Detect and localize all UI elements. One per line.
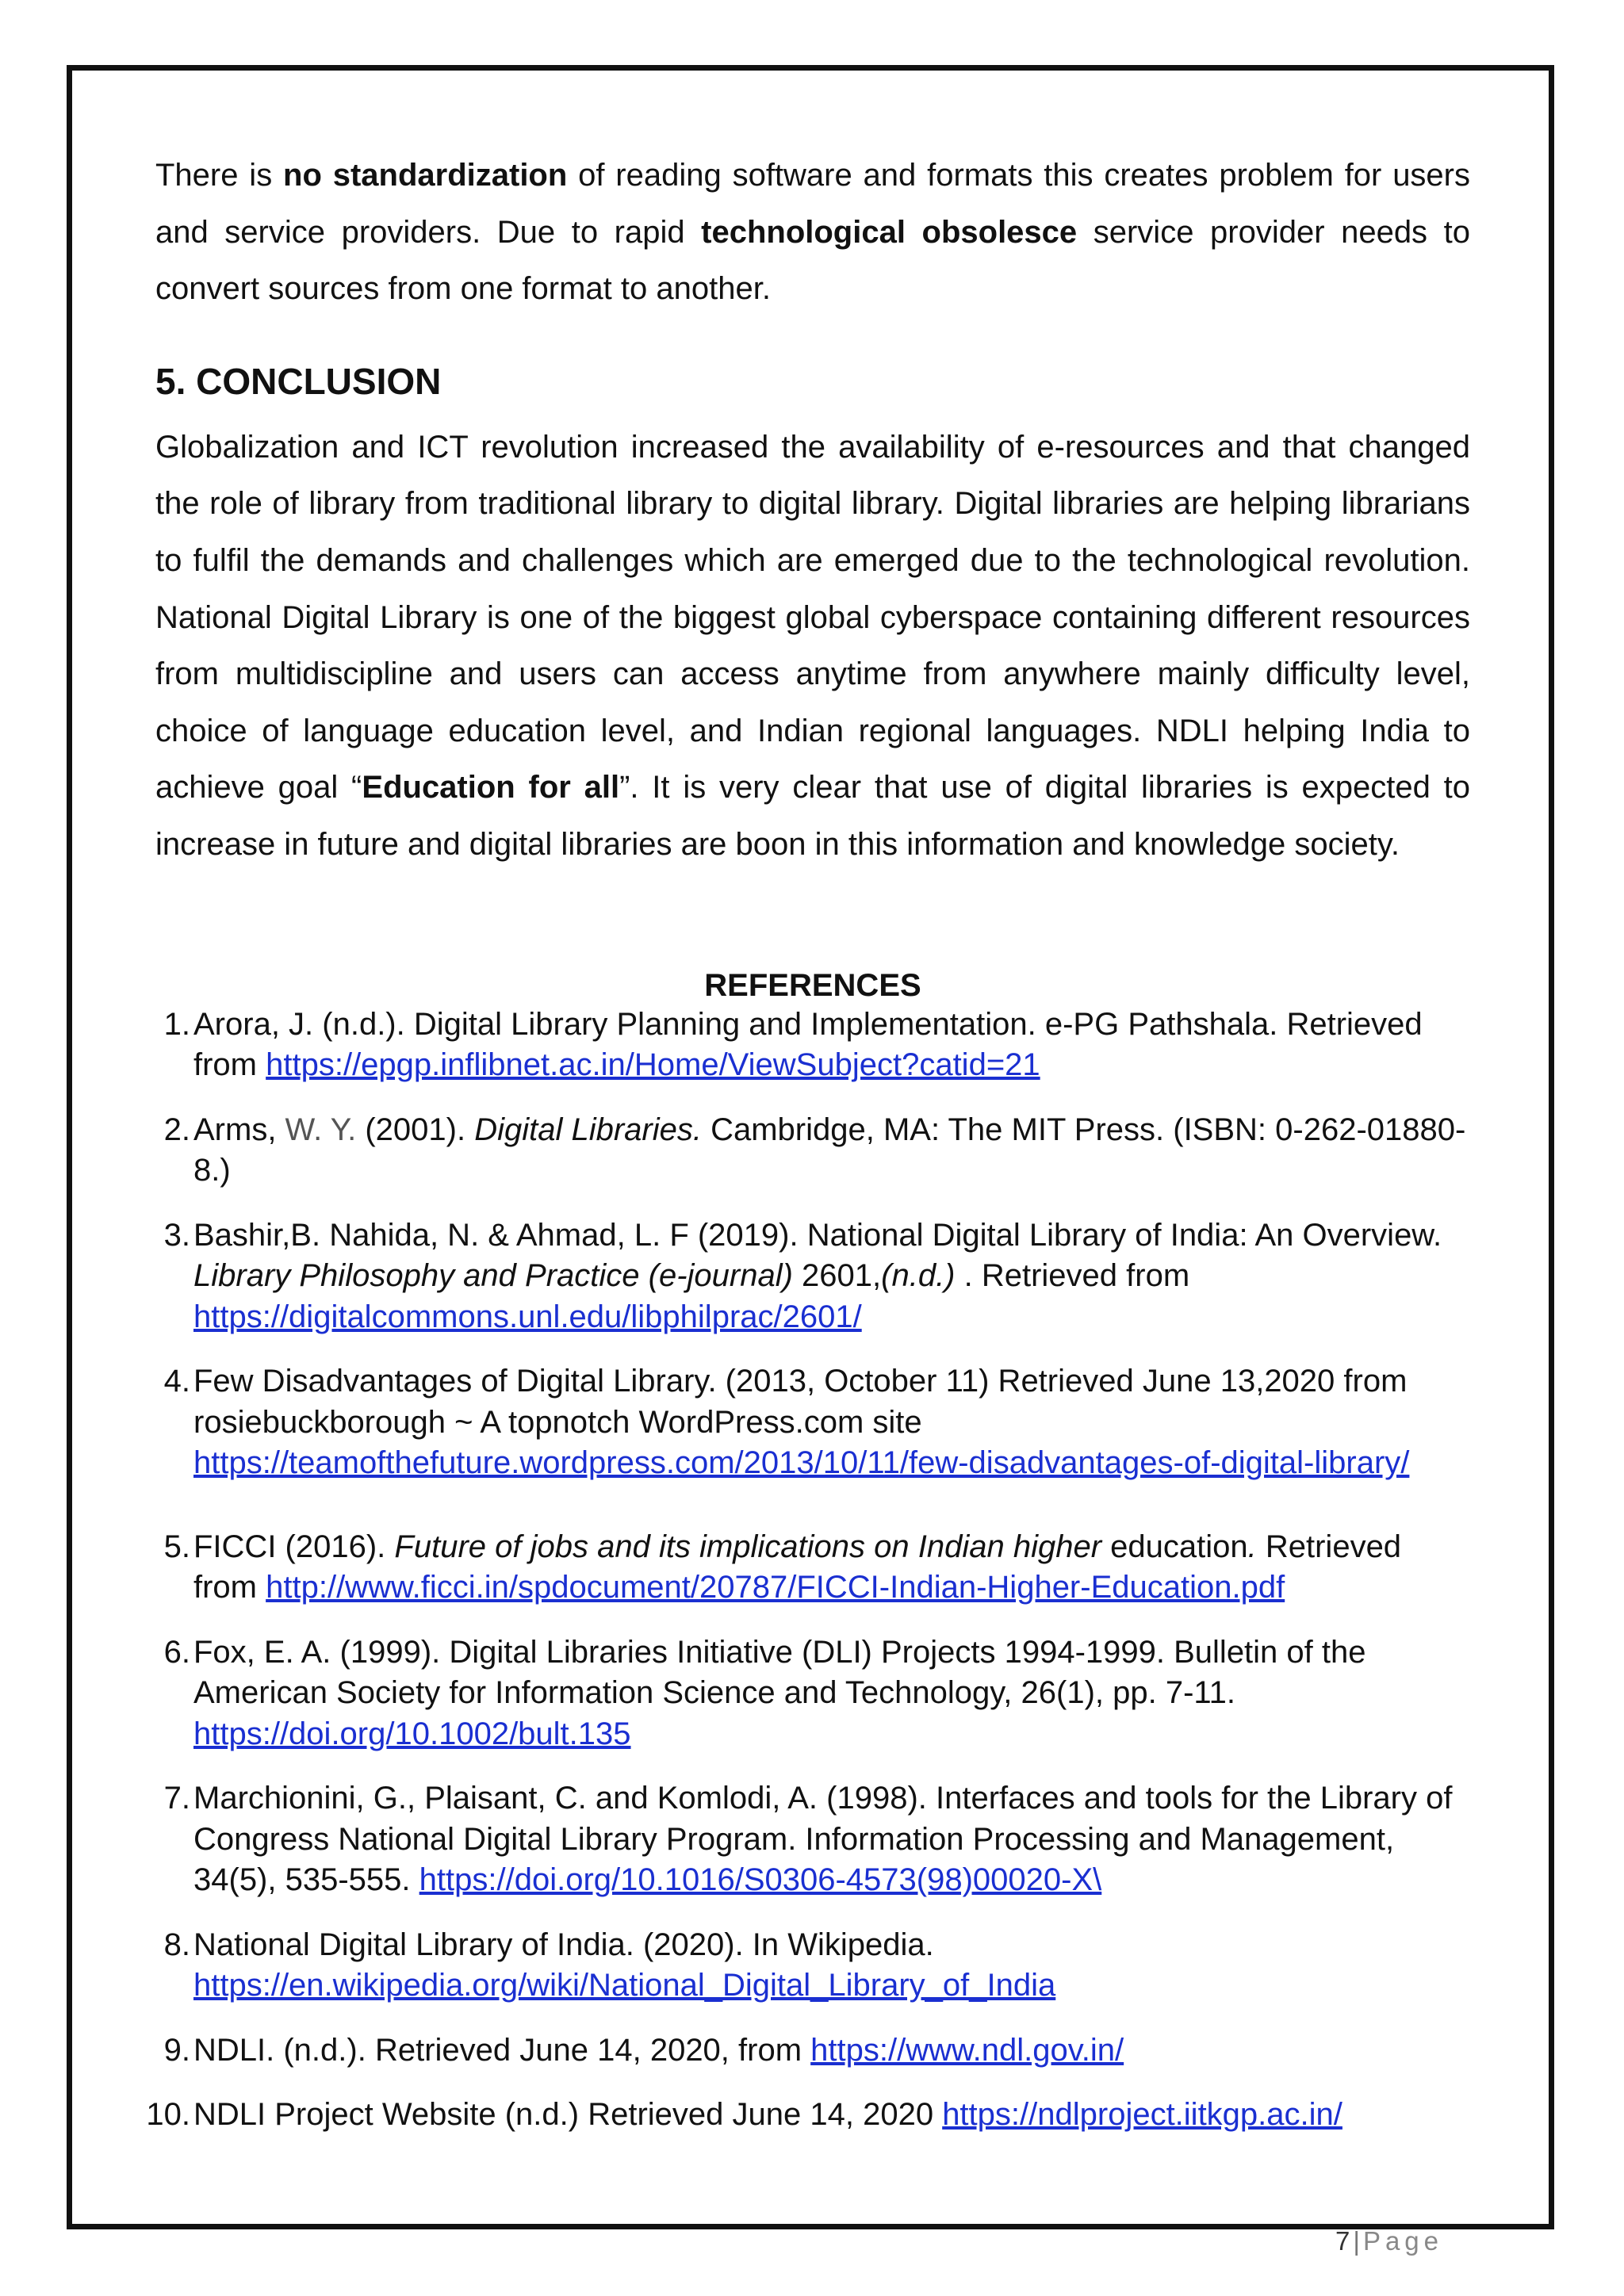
reference-item [146,2095,1470,2136]
reference-text: NDLI. (n.d.). Retrieved June 14, 2020, from [193,2032,811,2068]
intro-bold-2: technological obsolesce [701,214,1078,250]
reference-number: 2. [163,1112,190,1147]
reference-text: NDLI Project Website (n.d.) Retrieved June 14, 2020 [193,2097,943,2133]
reference-number: 9. [163,2032,190,2068]
reference-text: Marchionini, G., Plaisant, C. and Komlodi, A. (1998). Interfaces and tools for the Library of Congress National Digital Library Program. Information Processing and Management, 34(5), 535-555. [193,1781,1453,1898]
reference-number: 10. [146,2097,190,2133]
reference-text: Few Disadvantages of Digital Library. (2013, October 11) Retrieved June 13,2020 from rosiebuckborough ~ A topnotch WordPress.com site [193,1364,1408,1440]
intro-paragraph [155,147,1470,318]
reference-text: FICCI (2016). [193,1529,395,1564]
reference-text: National Digital Library of India. (2020). In Wikipedia. [193,1927,934,1962]
reference-period-italic: . [1247,1529,1257,1564]
reference-author-initials: W. Y. [285,1112,357,1147]
reference-text: Arms, [193,1112,285,1147]
intro-text: of reading software and formats this creates problem for users and service providers. Due to rapid [155,158,1471,250]
reference-text: 2601, [792,1258,882,1294]
reference-link[interactable]: https://ndlproject.iitkgp.ac.in/ [942,2097,1342,2133]
intro-bold-1: no standardization [283,158,568,193]
reference-item [155,2030,1470,2072]
intro-text: There is [155,158,284,193]
reference-link[interactable]: https://www.ndl.gov.in/ [810,2032,1124,2068]
reference-number: 4. [163,1364,190,1399]
reference-link[interactable]: https://teamofthefuture.wordpress.com/2013/10/11/few-disadvantages-of-digital-library/ [193,1445,1410,1481]
reference-title-italic: Digital Libraries. [474,1112,702,1147]
reference-item [155,1004,1470,1086]
conclusion-paragraph [155,419,1470,874]
reference-link[interactable]: http://www.ficci.in/spdocument/20787/FICCI-Indian-Higher-Education.pdf [266,1570,1285,1605]
reference-journal-italic: Library Philosophy and Practice (e-journal) [193,1258,793,1294]
reference-item [155,1110,1470,1192]
reference-item [155,1361,1470,1484]
page-footer [1335,2226,1443,2256]
footer-separator: | [1353,2226,1360,2256]
reference-title-italic: Future of jobs and its implications on Indian higher [394,1529,1102,1564]
reference-number: 3. [163,1217,190,1253]
conclusion-text: ”. It is very clear that use of digital libraries is expected to increase in future and digital libraries are boon in this information and knowledge society. [155,770,1471,862]
reference-link[interactable]: https://en.wikipedia.org/wiki/National_Digital_Library_of_India [193,1968,1056,2003]
reference-link[interactable]: https://doi.org/10.1002/bult.135 [193,1716,631,1751]
reference-list [146,1004,1470,2136]
page-number: 7 [1335,2226,1350,2256]
page-content [146,147,1471,2160]
reference-item [155,1778,1470,1901]
reference-text: Fox, E. A. (1999). Digital Libraries Initiative (DLI) Projects 1994-1999. Bulletin of the American Society for Information Science and Technology, 26(1), pp. 7-11. [193,1634,1366,1711]
reference-link[interactable]: https://epgp.inflibnet.ac.in/Home/ViewSubject?catid=21 [266,1047,1040,1083]
reference-link[interactable]: https://digitalcommons.unl.edu/libphilprac/2601/ [193,1299,862,1334]
conclusion-bold: Education for all [362,770,620,806]
reference-number: 8. [163,1927,190,1962]
reference-item [155,1215,1470,1338]
reference-text: (2001). [356,1112,475,1147]
page-label: Page [1362,2226,1444,2256]
reference-link[interactable]: https://doi.org/10.1016/S0306-4573(98)00020-X\ [419,1862,1102,1898]
reference-number: 6. [163,1634,190,1670]
reference-text: Retrieved from [193,1529,1402,1605]
conclusion-text: Globalization and ICT revolution increased the availability of e-resources and that changed the role of library from traditional library to digital library. Digital libraries are helping librarians to fulfil the demands and challenges which are emerged due to the technological revolution. National Digital Library is one of the biggest global cyberspace containing different resources from multidiscipline and users can access anytime from anywhere mainly difficulty level, choice of language education level, and Indian regional languages. NDLI helping India to achieve goal “ [155,429,1470,806]
reference-number: 7. [163,1781,190,1816]
reference-date-italic: (n.d.) [881,1258,956,1294]
reference-number: 5. [163,1529,190,1564]
reference-number: 1. [163,1006,190,1042]
reference-text: Arora, J. (n.d.). Digital Library Planning and Implementation. e-PG Pathshala. Retrieved from [193,1006,1423,1083]
reference-text: . Retrieved from [955,1258,1190,1294]
intro-text: service provider needs to convert sources from one format to another. [155,214,1470,307]
reference-text: Bashir,B. Nahida, N. & Ahmad, L. F (2019). National Digital Library of India: An Overview. [193,1217,1442,1253]
reference-item [155,1527,1470,1609]
reference-text: education [1101,1529,1248,1564]
reference-item [155,1632,1470,1755]
references-title: REFERENCES [704,967,921,1003]
reference-item [155,1925,1470,2007]
reference-text: Cambridge, MA: The MIT Press. (ISBN: 0-262-01880-8.) [193,1112,1466,1188]
section-heading: 5. CONCLUSION [155,360,442,402]
